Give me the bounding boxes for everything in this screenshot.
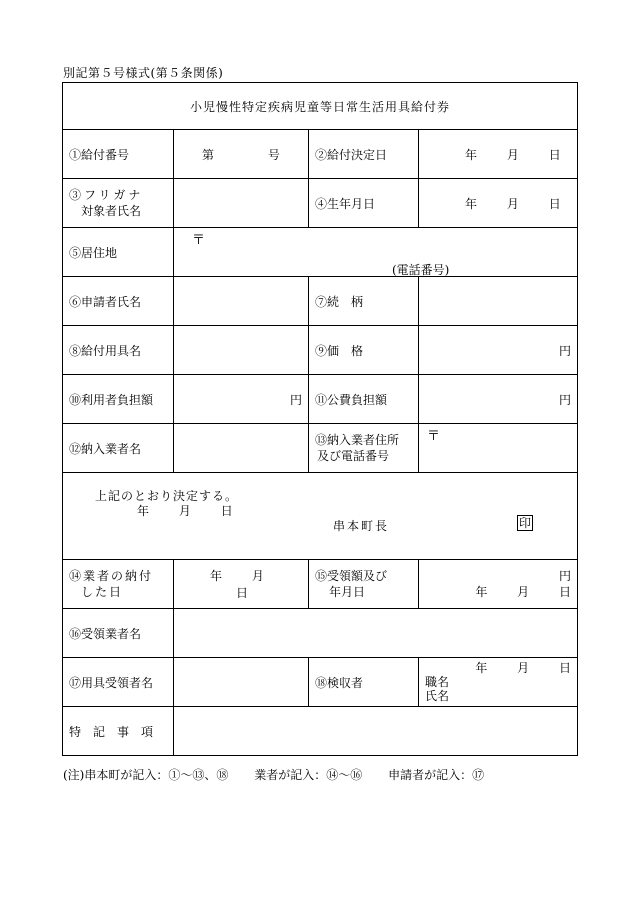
applicant-name-field[interactable] (174, 277, 309, 326)
date-day: 日 (559, 661, 572, 675)
date-month: 月 (506, 147, 519, 162)
public-burden-label: ⑪公費負担額 (309, 375, 419, 424)
date-year: 年 (465, 196, 478, 211)
supplier-address-label (309, 424, 419, 473)
date-month: 月 (251, 569, 264, 583)
residence-label: ⑤居住地 (63, 228, 174, 277)
furigana-label: ③フリガナ (69, 188, 144, 202)
date-year: 年 (137, 504, 150, 518)
benefit-number-prefix: 第 (202, 147, 215, 162)
supplier-address-label-line1: ⑬納入業者住所 (315, 433, 400, 447)
seal-mark: 印 (519, 516, 532, 530)
date-month: 月 (517, 585, 530, 599)
footnote-prefix: (注) (63, 768, 85, 782)
device-recipient-label: ⑰用具受領者名 (63, 658, 174, 707)
subject-name-label: 対象者氏名 (81, 204, 142, 218)
postal-mark: 〒 (427, 429, 441, 444)
footnote (63, 766, 484, 783)
device-name-field[interactable] (174, 326, 309, 375)
supplier-delivery-date-field[interactable] (174, 560, 309, 609)
received-amount-label-line2: 年月日 (329, 585, 366, 599)
date-year: 年 (465, 147, 478, 162)
received-amount-label-line1: ⑮受領額及び (315, 569, 388, 583)
device-recipient-field[interactable] (174, 658, 309, 707)
special-notes-field[interactable] (174, 707, 578, 756)
signer-title: 串本町長 (333, 519, 390, 533)
yen-unit: 円 (559, 569, 572, 583)
postal-mark: 〒 (192, 233, 206, 248)
date-year: 年 (475, 661, 488, 675)
date-day: 日 (548, 196, 561, 211)
inspector-label: ⑱検収者 (309, 658, 419, 707)
date-month: 月 (517, 661, 530, 675)
price-label: ⑨価 格 (309, 326, 419, 375)
furigana-name-label (63, 179, 174, 228)
residence-field[interactable] (174, 228, 578, 277)
supplier-name-field[interactable] (174, 424, 309, 473)
device-name-label: ⑧給付用具名 (63, 326, 174, 375)
date-month: 月 (506, 196, 519, 211)
supplier-delivery-label-line1: ⑭業者の納付 (69, 569, 154, 583)
decision-date-field[interactable] (419, 130, 578, 179)
received-amount-field[interactable] (419, 560, 578, 609)
decision-statement: 上記のとおり決定する。 (95, 489, 239, 503)
footnote-applicant: 申請者が記入：⑰ (388, 768, 485, 782)
footnote-vendor: 業者が記入：⑭～⑯ (254, 768, 363, 782)
benefit-number-field[interactable] (174, 130, 309, 179)
receiving-supplier-label: ⑯受領業者名 (63, 609, 174, 658)
date-day: 日 (236, 586, 249, 600)
form-title: 小児慢性特定疾病児童等日常生活用具給付券 (63, 83, 578, 130)
relationship-label: ⑦続 柄 (309, 277, 419, 326)
date-day: 日 (220, 504, 233, 518)
date-month: 月 (178, 504, 191, 518)
date-year: 年 (475, 585, 488, 599)
inspector-title-label: 職名 (425, 675, 450, 689)
date-day: 日 (559, 585, 572, 599)
price-field[interactable] (419, 326, 578, 375)
supplier-address-field[interactable] (419, 424, 578, 473)
supplier-name-label: ⑫納入業者名 (63, 424, 174, 473)
birth-date-field[interactable] (419, 179, 578, 228)
relationship-field[interactable] (419, 277, 578, 326)
benefit-number-suffix: 号 (267, 147, 280, 162)
benefit-voucher-form (62, 82, 578, 756)
yen-unit: 円 (559, 343, 572, 358)
decision-section (63, 473, 578, 560)
yen-unit: 円 (559, 392, 572, 407)
benefit-number-label: ①給付番号 (63, 130, 174, 179)
footnote-town: 串本町が記入：①～⑬、⑱ (84, 768, 229, 782)
supplier-delivery-date-label (63, 560, 174, 609)
receiving-supplier-field[interactable] (174, 609, 578, 658)
date-day: 日 (548, 147, 561, 162)
user-burden-label: ⑩利用者負担額 (63, 375, 174, 424)
supplier-address-label-line2: 及び電話番号 (317, 449, 390, 463)
received-date (425, 584, 571, 600)
form-label: 別記第５号様式(第５条関係) (63, 66, 224, 80)
received-amount-label (309, 560, 419, 609)
public-burden-field[interactable] (419, 375, 578, 424)
applicant-name-label: ⑥申請者氏名 (63, 277, 174, 326)
inspector-field[interactable] (419, 658, 578, 707)
inspection-date (425, 661, 571, 675)
inspector-name-label: 氏名 (425, 689, 450, 703)
date-year: 年 (210, 569, 223, 583)
decision-date-label: ②給付決定日 (309, 130, 419, 179)
user-burden-field[interactable] (174, 375, 309, 424)
decision-date[interactable] (137, 502, 233, 519)
special-notes-label: 特記事項 (63, 707, 174, 756)
birth-date-label: ④生年月日 (309, 179, 419, 228)
yen-unit: 円 (289, 392, 302, 407)
subject-name-field[interactable] (174, 179, 309, 228)
supplier-delivery-label-line2: した日 (81, 585, 124, 599)
phone-number-label: (電話番号) (392, 263, 450, 277)
